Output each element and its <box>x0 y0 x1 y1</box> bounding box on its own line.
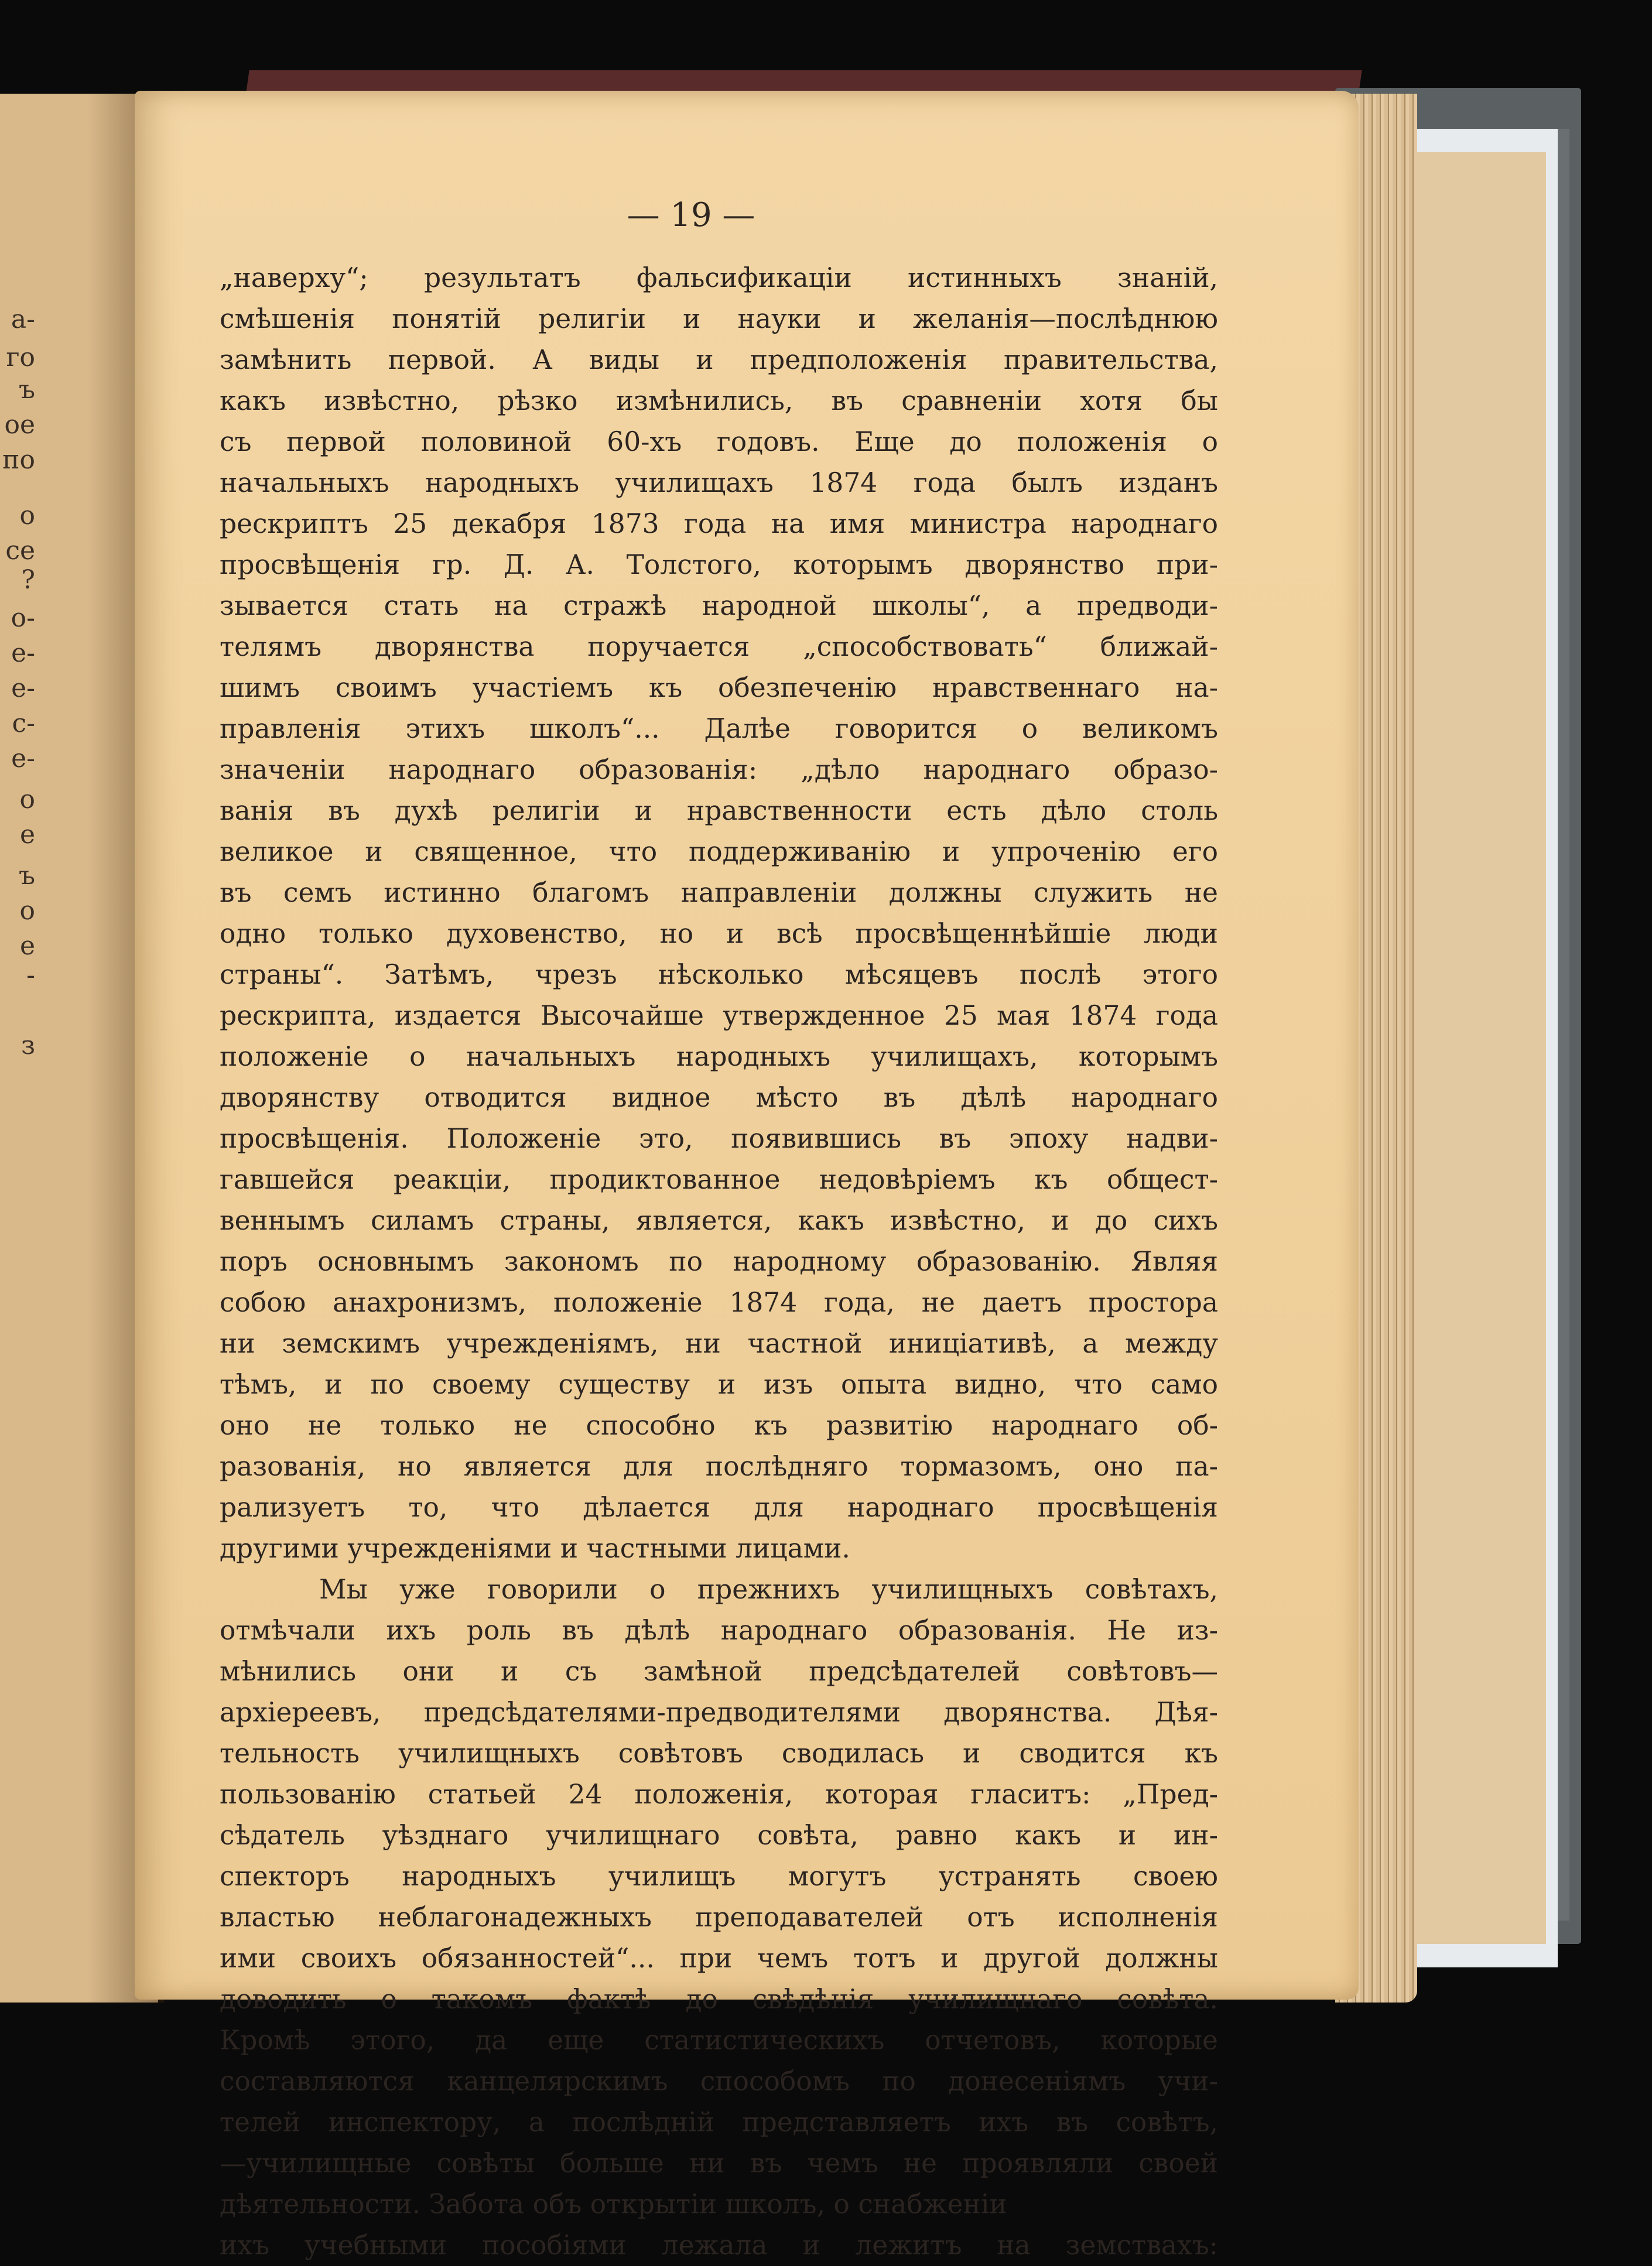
left-page-fragment: о <box>19 501 35 530</box>
left-page-fragment: о <box>19 785 35 814</box>
left-page-fragment: е- <box>11 673 35 703</box>
text-line: рескрипта, издается Высочайше утвержденное 25 мая 1874 года <box>220 1000 1218 1031</box>
text-line: спекторъ народныхъ училищъ могутъ устранять своею <box>220 1861 1218 1892</box>
text-line: составляются канцелярскимъ способомъ по донесеніямъ учи- <box>220 2066 1218 2097</box>
text-line: какъ извѣстно, рѣзко измѣнились, въ сравненіи хотя бы <box>220 385 1218 416</box>
text-line: правленія этихъ школъ“... Далѣе говорится о великомъ <box>220 713 1218 744</box>
left-page-fragment: а- <box>11 304 35 334</box>
text-line: великое и священное, что поддерживанію и упроченію его <box>220 836 1218 867</box>
left-page-fragment: го <box>6 343 35 372</box>
text-line: съ первой половиной 60-хъ годовъ. Еще до положенія о <box>220 426 1218 457</box>
left-page-fragment: е- <box>11 638 35 668</box>
text-line: просвѣщенія. Положеніе это, появившись въ эпоху надви- <box>220 1123 1218 1154</box>
text-line: просвѣщенія гр. Д. А. Толстого, которымъ дворянство при- <box>220 549 1218 580</box>
text-line: замѣнить первой. А виды и предположенія правительства, <box>220 344 1218 375</box>
text-line: разованія, но является для послѣдняго тормазомъ, оно па- <box>220 1451 1218 1482</box>
text-line: дворянству отводится видное мѣсто въ дѣлѣ народнаго <box>220 1082 1218 1113</box>
text-line: ими своихъ обязанностей“... при чемъ тотъ и другой должны <box>220 1943 1218 1974</box>
text-line: отмѣчали ихъ роль въ дѣлѣ народнаго образованія. Не из- <box>220 1615 1218 1646</box>
text-line: положеніе о начальныхъ народныхъ училищахъ, которымъ <box>220 1041 1218 1072</box>
left-page-fragment: - <box>26 960 35 990</box>
page-number: — 19 — <box>627 196 755 234</box>
text-line: доводить о такомъ фактѣ до свѣдѣнія училищнаго совѣта. <box>220 1984 1218 2015</box>
text-line: ванія въ духѣ религіи и нравственности есть дѣло столь <box>220 795 1218 826</box>
text-line: властью неблагонадежныхъ преподавателей отъ исполненія <box>220 1902 1218 1933</box>
left-page-fragment: з <box>21 1031 35 1060</box>
text-line: зывается стать на стражѣ народной школы“, а предводи- <box>220 590 1218 621</box>
left-page-fragment: с- <box>12 708 35 738</box>
text-line: гавшейся реакціи, продиктованное недовѣріемъ къ общест- <box>220 1164 1218 1195</box>
page-body-text <box>220 258 1218 2266</box>
left-page-fragment: ое <box>4 410 35 440</box>
text-line: архіереевъ, предсѣдателями-предводителями дворянства. Дѣя- <box>220 1697 1218 1728</box>
left-page-fragment: е <box>19 931 35 961</box>
text-line: въ семъ истинно благомъ направленіи должны служить не <box>220 877 1218 908</box>
text-line: ни земскимъ учрежденіямъ, ни частной иниціативѣ, а между <box>220 1328 1218 1359</box>
left-page-fragment: е <box>19 820 35 850</box>
text-line: дѣятельности. Забота объ открытіи школъ, о снабженіи <box>220 2189 1007 2220</box>
left-page-fragment: ? <box>21 565 35 595</box>
text-line: оно не только не способно къ развитію народнаго об- <box>220 1410 1218 1441</box>
left-page-fragment: о- <box>11 603 35 633</box>
text-line: значеніи народнаго образованія: „дѣло народнаго образо- <box>220 754 1218 785</box>
left-page-fragment: се <box>5 536 35 566</box>
text-line: тѣмъ, и по своему существу и изъ опыта видно, что само <box>220 1369 1218 1400</box>
text-line: шимъ своимъ участіемъ къ обезпеченію нравственнаго на- <box>220 672 1218 703</box>
left-page-fragment: о <box>19 896 35 926</box>
text-line: Кромѣ этого, да еще статистическихъ отчетовъ, которые <box>220 2025 1218 2056</box>
text-line: сѣдатель уѣзднаго училищнаго совѣта, равно какъ и ин- <box>220 1820 1218 1851</box>
text-line: одно только духовенство, но и всѣ просвѣщеннѣйшіе люди <box>220 918 1218 949</box>
text-line: смѣшенія понятій религіи и науки и желанія—послѣднюю <box>220 303 1218 334</box>
text-line: рализуетъ то, что дѣлается для народнаго просвѣщенія <box>220 1492 1218 1523</box>
left-page-fragment: ъ <box>19 861 35 891</box>
text-line: —училищные совѣты больше ни въ чемъ не проявляли своей <box>220 2148 1218 2179</box>
text-line: ихъ учебными пособіями лежала и лежитъ на земствахъ: <box>220 2230 1218 2261</box>
text-line: рескриптъ 25 декабря 1873 года на имя министра народнаго <box>220 508 1218 539</box>
text-line: веннымъ силамъ страны, является, какъ извѣстно, и до сихъ <box>220 1205 1218 1236</box>
left-page-fragment: по <box>2 445 35 475</box>
left-page-fragment: е- <box>11 744 35 773</box>
text-line: другими учрежденіями и частными лицами. <box>220 1533 850 1564</box>
text-line: собою анахронизмъ, положеніе 1874 года, не даетъ простора <box>220 1287 1218 1318</box>
text-line: Мы уже говорили о прежнихъ училищныхъ совѣтахъ, <box>319 1574 1218 1605</box>
text-line: мѣнились они и съ замѣной предсѣдателей совѣтовъ— <box>220 1656 1218 1687</box>
text-line: пользованію статьей 24 положенія, которая гласитъ: „Пред- <box>220 1779 1218 1810</box>
text-line: начальныхъ народныхъ училищахъ 1874 года былъ изданъ <box>220 467 1218 498</box>
text-line: страны“. Затѣмъ, чрезъ нѣсколько мѣсяцевъ послѣ этого <box>220 959 1218 990</box>
text-line: тельность училищныхъ совѣтовъ сводилась и сводится къ <box>220 1738 1218 1769</box>
left-page-fragment: ъ <box>19 375 35 405</box>
text-line: телей инспектору, а послѣдній представляетъ ихъ въ совѣтъ, <box>220 2107 1218 2138</box>
text-line: „наверху“; результатъ фальсификаціи истинныхъ знаній, <box>220 262 1218 293</box>
text-line: поръ основнымъ закономъ по народному образованію. Являя <box>220 1246 1218 1277</box>
text-line: телямъ дворянства поручается „способствовать“ ближай- <box>220 631 1218 662</box>
